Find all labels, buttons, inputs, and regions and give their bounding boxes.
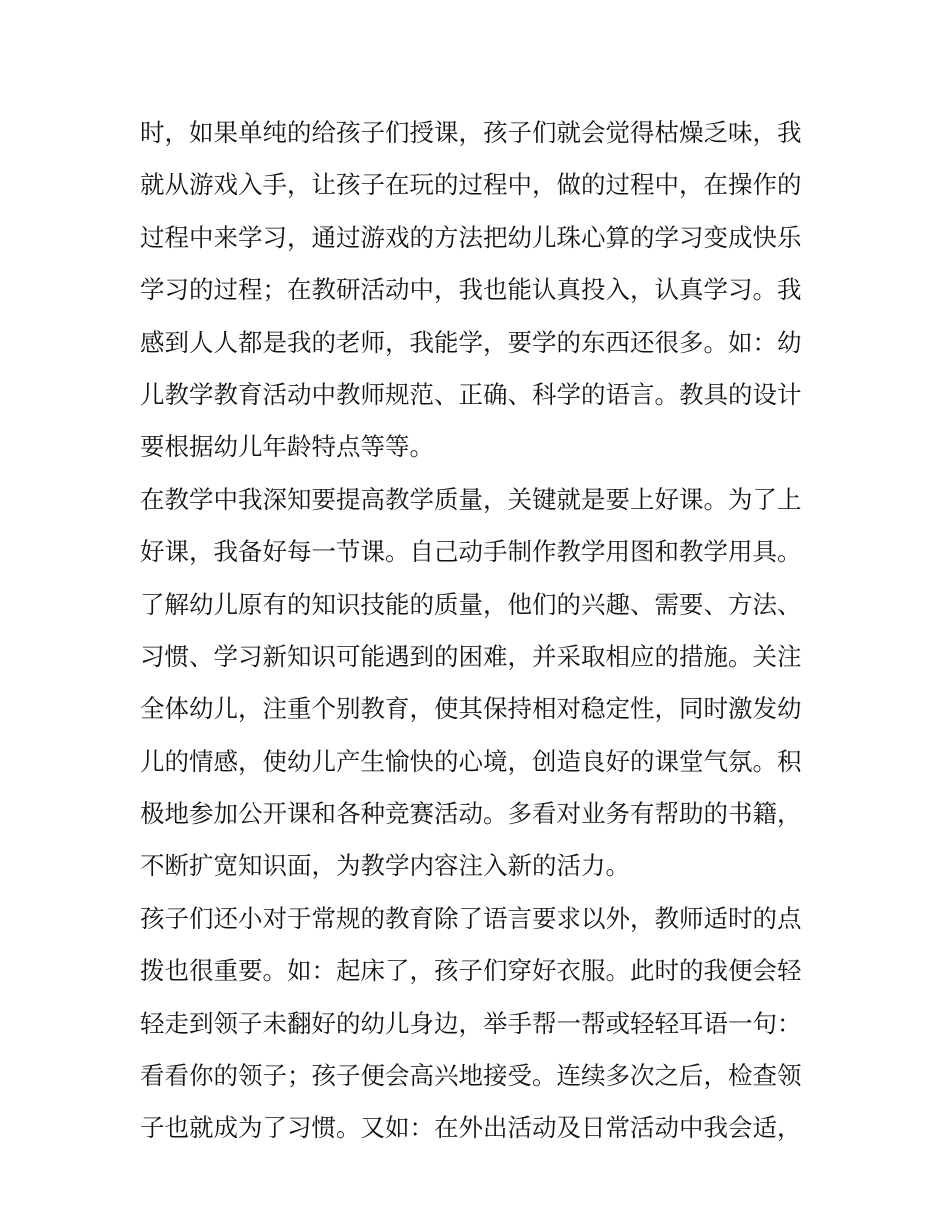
text-line: 孩子们还小对于常规的教育除了语言要求以外，教师适时的点	[140, 903, 802, 933]
text-line: 好课，我备好每一节课。自己动手制作教学用图和教学用具。	[140, 537, 802, 567]
text-line: 就从游戏入手，让孩子在玩的过程中，做的过程中，在操作的	[140, 170, 802, 200]
text-line: 看看你的领子；孩子便会高兴地接受。连续多次之后，检查领	[140, 1061, 802, 1091]
text-line: 全体幼儿，注重个别教育，使其保持相对稳定性，同时激发幼	[140, 694, 802, 724]
text-line: 感到人人都是我的老师，我能学，要学的东西还很多。如：幼	[140, 327, 802, 357]
text-line: 习惯、学习新知识可能遇到的困难，并采取相应的措施。关注	[140, 641, 802, 671]
text-line: 拨也很重要。如：起床了，孩子们穿好衣服。此时的我便会轻	[140, 956, 802, 986]
text-line: 过程中来学习，通过游戏的方法把幼儿珠心算的学习变成快乐	[140, 222, 802, 252]
text-line: 儿的情感，使幼儿产生愉快的心境，创造良好的课堂气氛。积	[140, 746, 802, 776]
text-line: 时，如果单纯的给孩子们授课，孩子们就会觉得枯燥乏味，我	[140, 118, 802, 147]
text-line: 轻走到领子未翻好的幼儿身边，举手帮一帮或轻轻耳语一句：	[140, 1008, 802, 1038]
text-line: 学习的过程；在教研活动中，我也能认真投入，认真学习。我	[140, 275, 802, 305]
text-line: 要根据幼儿年龄特点等等。	[140, 432, 434, 462]
text-line: 儿教学教育活动中教师规范、正确、科学的语言。教具的设计	[140, 379, 802, 409]
text-line: 不断扩宽知识面，为教学内容注入新的活力。	[140, 851, 630, 881]
text-line: 子也就成为了习惯。又如：在外出活动及日常活动中我会适，	[140, 1113, 802, 1143]
text-line: 在教学中我深知要提高教学质量，关键就是要上好课。为了上	[140, 484, 802, 514]
text-line: 了解幼儿原有的知识技能的质量，他们的兴趣、需要、方法、	[140, 589, 802, 619]
text-line: 极地参加公开课和各种竞赛活动。多看对业务有帮助的书籍，	[140, 799, 802, 829]
body-text	[140, 107, 820, 1155]
